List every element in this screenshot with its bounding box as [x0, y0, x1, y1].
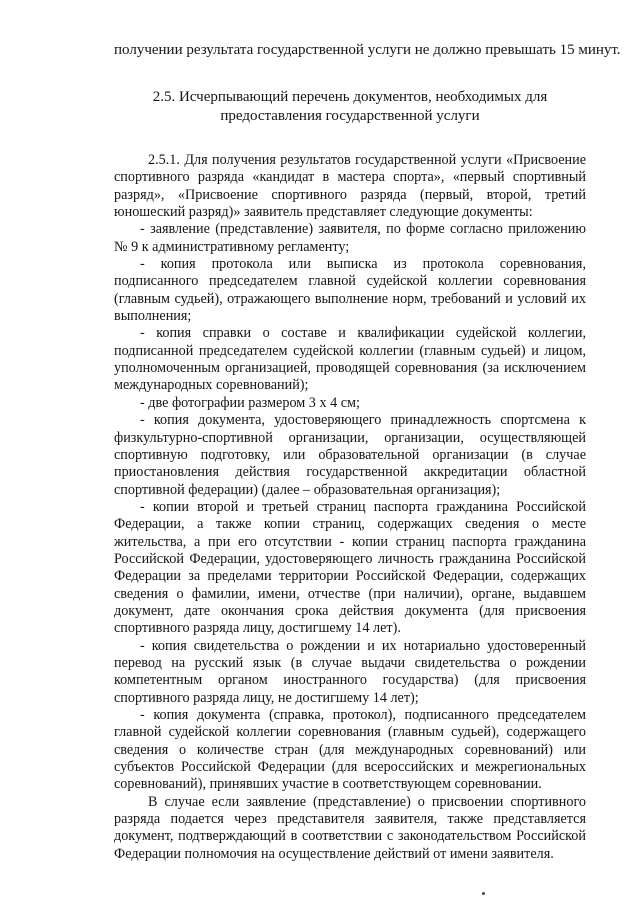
closing-paragraph: В случае если заявление (представление) о присвоении спортивного разряда подается через представителя заявителя, также представляется документ, подтверждающий в соответствии с законодательством Российской Федерации полномочия на осуществление действий от имени заявителя. — [114, 793, 586, 862]
section-heading — [114, 88, 586, 126]
list-item: - заявление (представление) заявителя, по форме согласно приложению № 9 к административному регламенту; — [114, 221, 586, 255]
list-item: - копия справки о составе и квалификации судейской коллегии, подписанной председателем судейской коллегии (главным судьей) и лицом, уполномоченным организацией, проводящей соревнования (за исключением международных соревнований); — [114, 325, 586, 394]
list-item: - копия протокола или выписка из протокола соревнования, подписанного председателем главной судейской коллегии соревнования (главным судьей), отражающего выполнение норм, требований и условий их выполнения; — [114, 256, 586, 325]
list-item: - копия свидетельства о рождении и их нотариально удостоверенный перевод на русский язык (в случае выдачи свидетельства о рождении компетентным органом иностранного государства) (для присвоения спортивного разряда лицу, не достигшему 14 лет); — [114, 637, 586, 706]
section-heading-line-1: 2.5. Исчерпывающий перечень документов, необходимых для — [152, 89, 548, 105]
list-item: - копия документа (справка, протокол), подписанного председателем главной судейской коллегии соревнования (главным судьей), содержащего сведения о количестве стран (для международных соревнований) или субъектов Российской Федерации (для всероссийских и межрегиональных соревнований), принявших участие в соответствующем соревновании. — [114, 707, 586, 793]
list-item: - копия документа, удостоверяющего принадлежность спортсмена к физкультурно-спортивной организации, организации, осуществляющей спортивную подготовку, или образовательной организации (в случае приостановления действия государственной аккредитации областной спортивной федерации) (далее – образовательная организация); — [114, 412, 586, 498]
continuation-line: получении результата государственной услуги не должно превышать 15 минут. — [114, 42, 621, 58]
intro-paragraph: 2.5.1. Для получения результатов государственной услуги «Присвоение спортивного разряда «кандидат в мастера спорта», «первый спортивный разряд», «Присвоение спортивного разряда (первый, второй, третий юношеский разряд)» заявитель представляет следующие документы: — [114, 152, 586, 221]
list-item: - копии второй и третьей страниц паспорта гражданина Российской Федерации, а также копии страниц, содержащих сведения о месте жительства, а при его отсутствии - копии страниц паспорта гражданина Российской Федерации, удостоверяющего личность гражданина Российской Федерации за пределами территории Российской Федерации, содержащих сведения о фамилии, имени, отчестве (при наличии), органе, выдавшем документ, дате окончания срока действия документа (для присвоения спортивного разряда лицу, достигшему 14 лет). — [114, 498, 586, 637]
section-heading-line-2: предоставления государственной услуги — [220, 108, 480, 124]
list-item: - две фотографии размером 3 х 4 см; — [140, 394, 360, 411]
scan-dot — [482, 892, 485, 895]
